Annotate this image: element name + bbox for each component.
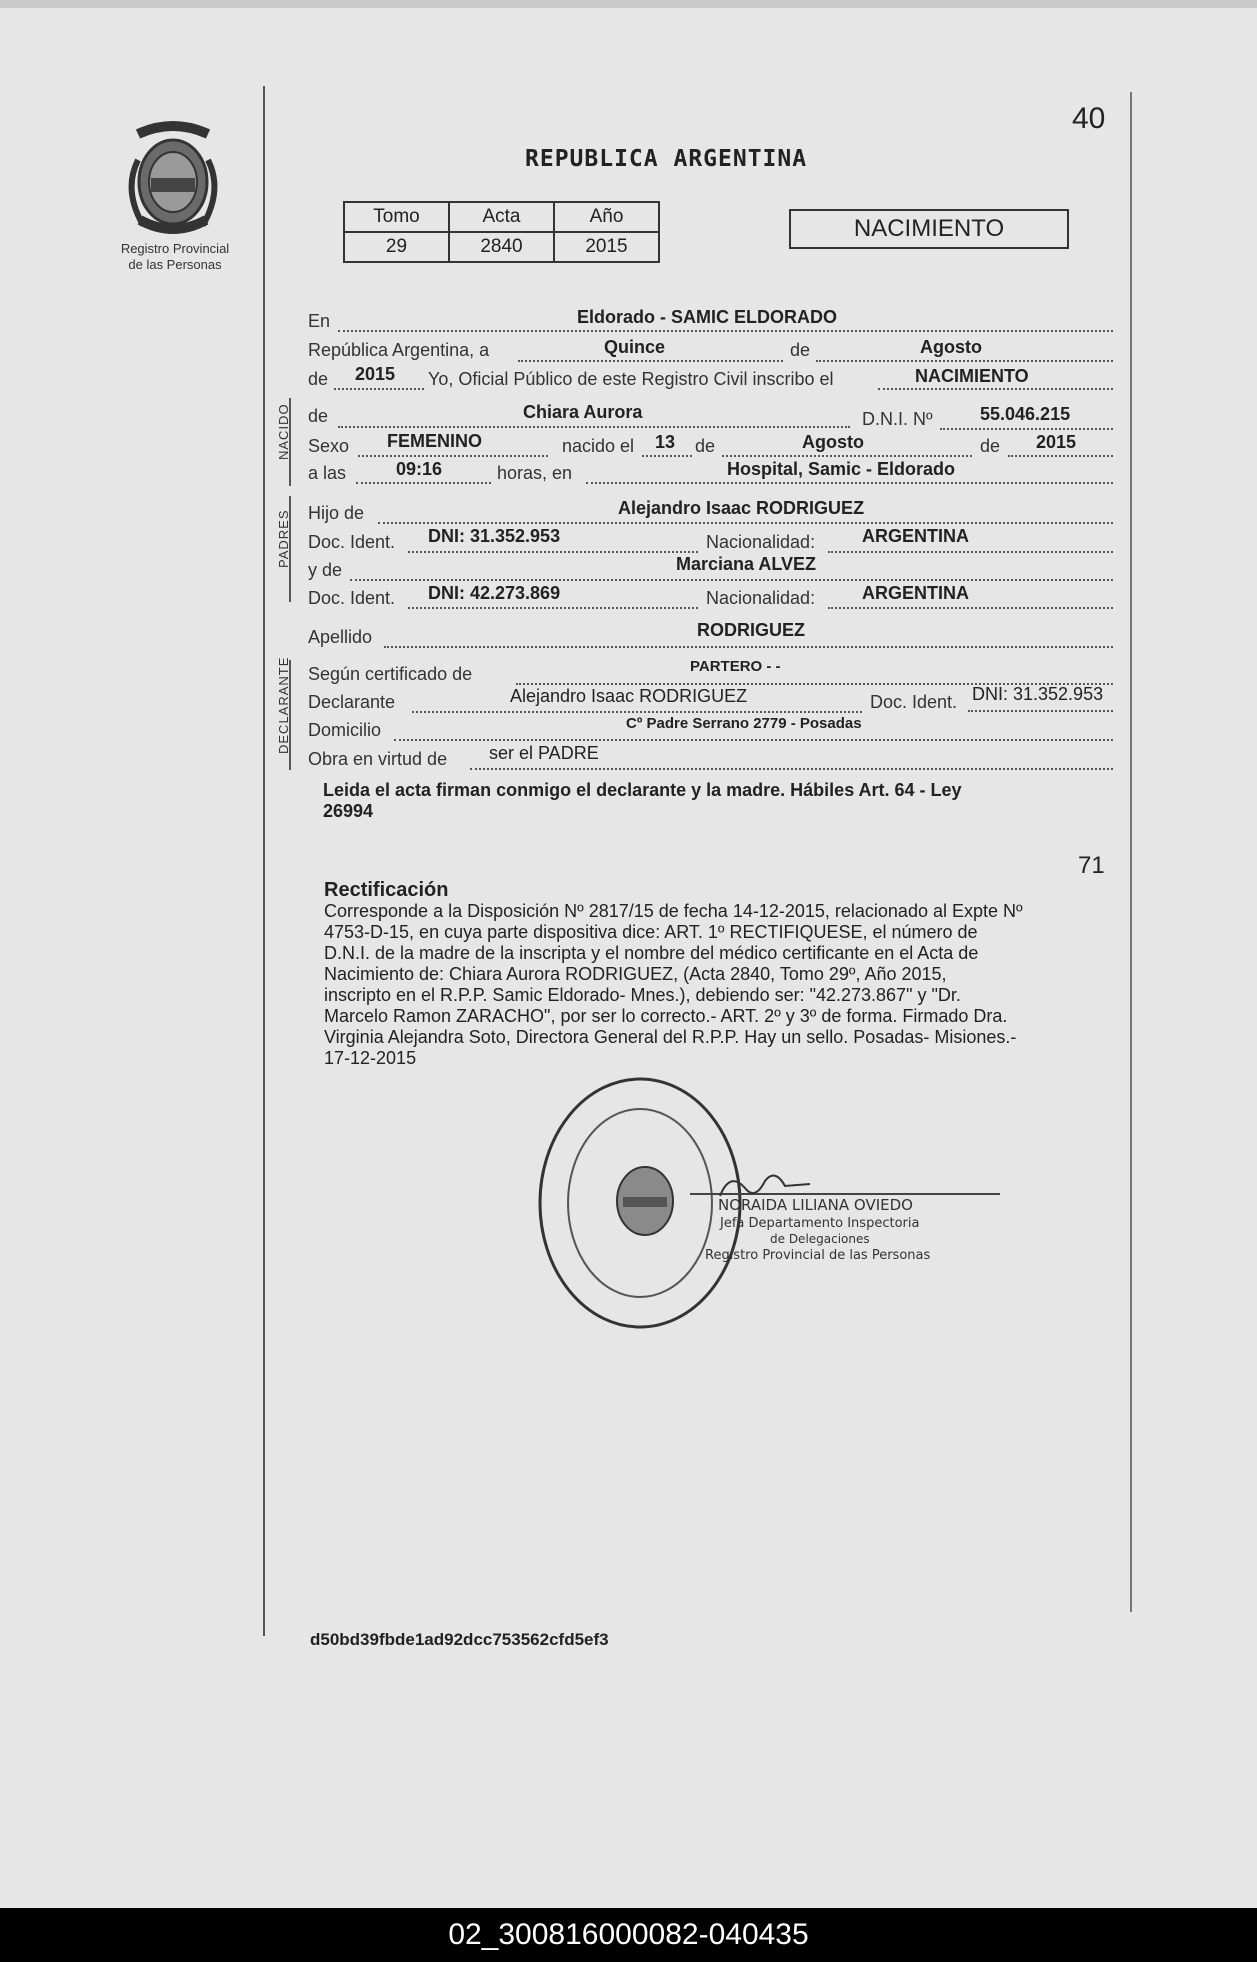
dots-sexo — [358, 455, 548, 457]
dots-nacido-anio — [1008, 455, 1113, 457]
value-obra: ser el PADRE — [489, 743, 599, 763]
logo-caption-line1: Registro Provincial — [120, 241, 230, 256]
rectificacion-line-2: 4753-D-15, en cuya parte dispositiva dice: ART. 1º RECTIFIQUESE, el número de — [324, 922, 978, 942]
label-dni: D.N.I. Nº — [862, 409, 933, 429]
dots-dia — [518, 360, 783, 362]
value-anio: 2015 — [355, 364, 396, 384]
label-de-nacido-anio: de — [980, 436, 1001, 456]
closing-line1: Leida el acta firman conmigo el declarante y la madre. Hábiles Art. 64 - Ley — [323, 780, 962, 800]
country-heading: REPUBLICA ARGENTINA — [525, 146, 808, 172]
declarante-separator — [289, 660, 291, 770]
value-doc1: DNI: 31.352.953 — [428, 526, 561, 546]
signatory-dept: de Delegaciones — [770, 1232, 870, 1246]
dots-en — [338, 330, 1113, 332]
rectificacion-line-8: 17-12-2015 — [324, 1048, 417, 1068]
label-republica: República Argentina, a — [308, 340, 490, 360]
dots-obra — [470, 768, 1113, 770]
header-acta: Acta — [449, 202, 554, 232]
value-nacido-dia: 13 — [655, 432, 676, 452]
value-domicilio: Cº Padre Serrano 2779 - Posadas — [626, 715, 862, 732]
dots-inscribo — [878, 388, 1113, 390]
label-de-nacido-mes: de — [695, 436, 716, 456]
header-anio: Año — [554, 202, 659, 232]
rectificacion-line-5: inscripto en el R.P.P. Samic Eldorado- Mnes.), debiendo ser: "42.273.867" y "Dr. — [324, 985, 961, 1005]
label-doc2: Doc. Ident. — [308, 588, 396, 608]
dots-padre — [378, 522, 1113, 524]
closing-statement — [323, 780, 1123, 822]
folio-number: 71 — [1078, 852, 1105, 879]
label-oficial: Yo, Oficial Público de este Registro Civil inscribo el — [428, 369, 834, 389]
label-doc3: Doc. Ident. — [870, 692, 958, 712]
value-apellido: RODRIGUEZ — [697, 620, 805, 640]
signatory-registry: Registro Provincial de las Personas — [705, 1248, 931, 1263]
value-sexo: FEMENINO — [387, 431, 483, 451]
signatory-title: Jefa Departamento Inspectoria — [720, 1216, 920, 1231]
label-apellido: Apellido — [308, 627, 373, 647]
value-madre: Marciana ALVEZ — [676, 554, 817, 574]
header-tomo: Tomo — [344, 202, 449, 232]
value-anio: 2015 — [554, 232, 659, 262]
label-de-nombre: de — [308, 406, 329, 426]
left-margin-line — [263, 86, 265, 1636]
value-declarante: Alejandro Isaac RODRIGUEZ — [510, 686, 748, 706]
dots-nac1 — [828, 551, 1113, 553]
dots-nac2 — [828, 607, 1113, 609]
side-label-padres: PADRES — [276, 509, 291, 568]
rectificacion-title: Rectificación — [324, 879, 449, 901]
value-doc3: DNI: 31.352.953 — [972, 684, 1104, 704]
right-margin-line — [1130, 92, 1132, 1612]
value-nacido-mes: Agosto — [802, 432, 864, 452]
act-type-box: NACIMIENTO — [789, 209, 1069, 249]
footer-id-bar: 02_300816000082-040435 — [0, 1908, 1257, 1962]
value-dia: Quince — [604, 337, 666, 357]
logo-caption — [100, 241, 250, 273]
rectificacion-line-1: Corresponde a la Disposición Nº 2817/15 de fecha 14-12-2015, relacionado al Expte Nº — [324, 901, 1023, 921]
label-de-mes: de — [790, 340, 811, 360]
value-dni: 55.046.215 — [980, 404, 1071, 424]
value-nac1: ARGENTINA — [862, 526, 969, 546]
document-hash: d50bd39fbde1ad92dcc753562cfd5ef3 — [310, 1630, 609, 1649]
dots-mes — [816, 360, 1113, 362]
padres-separator — [289, 496, 291, 602]
dots-lugar — [586, 482, 1113, 484]
value-segun: PARTERO - - — [690, 658, 781, 675]
value-nacido-anio: 2015 — [1036, 432, 1077, 452]
value-padre: Alejandro Isaac RODRIGUEZ — [618, 498, 865, 518]
document-sheet — [0, 8, 1257, 1908]
label-domicilio: Domicilio — [308, 720, 382, 740]
rectificacion-block — [324, 880, 1124, 1069]
value-doc2: DNI: 42.273.869 — [428, 583, 561, 603]
registry-table — [343, 201, 660, 263]
label-horas-en: horas, en — [497, 463, 573, 483]
label-sexo: Sexo — [308, 436, 350, 456]
rectificacion-line-3: D.N.I. de la madre de la inscripta y el nombre del médico certificante en el Acta de — [324, 943, 979, 963]
dots-nacido-dia — [642, 455, 692, 457]
side-label-declarante: DECLARANTE — [276, 656, 291, 754]
logo-caption-line2: de las Personas — [128, 257, 222, 272]
rectificacion-line-4: Nacimiento de: Chiara Aurora RODRIGUEZ, (Acta 2840, Tomo 29º, Año 2015, — [324, 964, 947, 984]
label-de-anio: de — [308, 369, 329, 389]
value-nac2: ARGENTINA — [862, 583, 969, 603]
dots-apellido — [384, 646, 1113, 648]
value-en: Eldorado - SAMIC ELDORADO — [577, 307, 837, 327]
value-lugar: Hospital, Samic - Eldorado — [727, 459, 956, 479]
value-acta: 2840 — [449, 232, 554, 262]
label-doc1: Doc. Ident. — [308, 532, 396, 552]
dots-nombre — [338, 426, 850, 428]
value-mes: Agosto — [920, 337, 982, 357]
dots-madre — [350, 579, 1113, 581]
dots-doc3 — [968, 710, 1113, 712]
dots-doc1 — [408, 551, 698, 553]
dots-dni — [940, 428, 1113, 430]
dots-hora — [356, 482, 491, 484]
signatory-name: NORAIDA LILIANA OVIEDO — [718, 1196, 913, 1214]
label-en: En — [308, 311, 331, 331]
value-tomo: 29 — [344, 232, 449, 262]
value-hora: 09:16 — [396, 459, 443, 479]
label-declarante: Declarante — [308, 692, 396, 712]
label-a-las: a las — [308, 463, 347, 483]
label-nac1: Nacionalidad: — [706, 532, 816, 552]
scan-top-edge — [0, 0, 1257, 8]
nacido-separator — [289, 398, 291, 486]
rectificacion-line-6: Marcelo Ramon ZARACHO", por ser lo correcto.- ART. 2º y 3º de forma. Firmado Dra. — [324, 1006, 1008, 1026]
label-nacido-el: nacido el — [562, 436, 635, 456]
value-nombre: Chiara Aurora — [523, 402, 643, 422]
label-hijo-de: Hijo de — [308, 503, 365, 523]
label-segun: Según certificado de — [308, 664, 473, 684]
dots-domicilio — [394, 739, 1113, 741]
dots-doc2 — [408, 607, 698, 609]
rectificacion-line-7: Virginia Alejandra Soto, Directora General del R.P.P. Hay un sello. Posadas- Misiones.- — [324, 1027, 1017, 1047]
dots-declarante — [412, 711, 862, 713]
closing-line2: 26994 — [323, 801, 374, 821]
page-number: 40 — [1072, 102, 1106, 135]
label-y-de: y de — [308, 560, 343, 580]
dots-nacido-mes — [722, 455, 972, 457]
dots-anio — [334, 388, 424, 390]
side-label-nacido: NACIDO — [276, 403, 291, 460]
label-nac2: Nacionalidad: — [706, 588, 816, 608]
value-inscribo: NACIMIENTO — [915, 366, 1029, 386]
label-obra: Obra en virtud de — [308, 749, 448, 769]
